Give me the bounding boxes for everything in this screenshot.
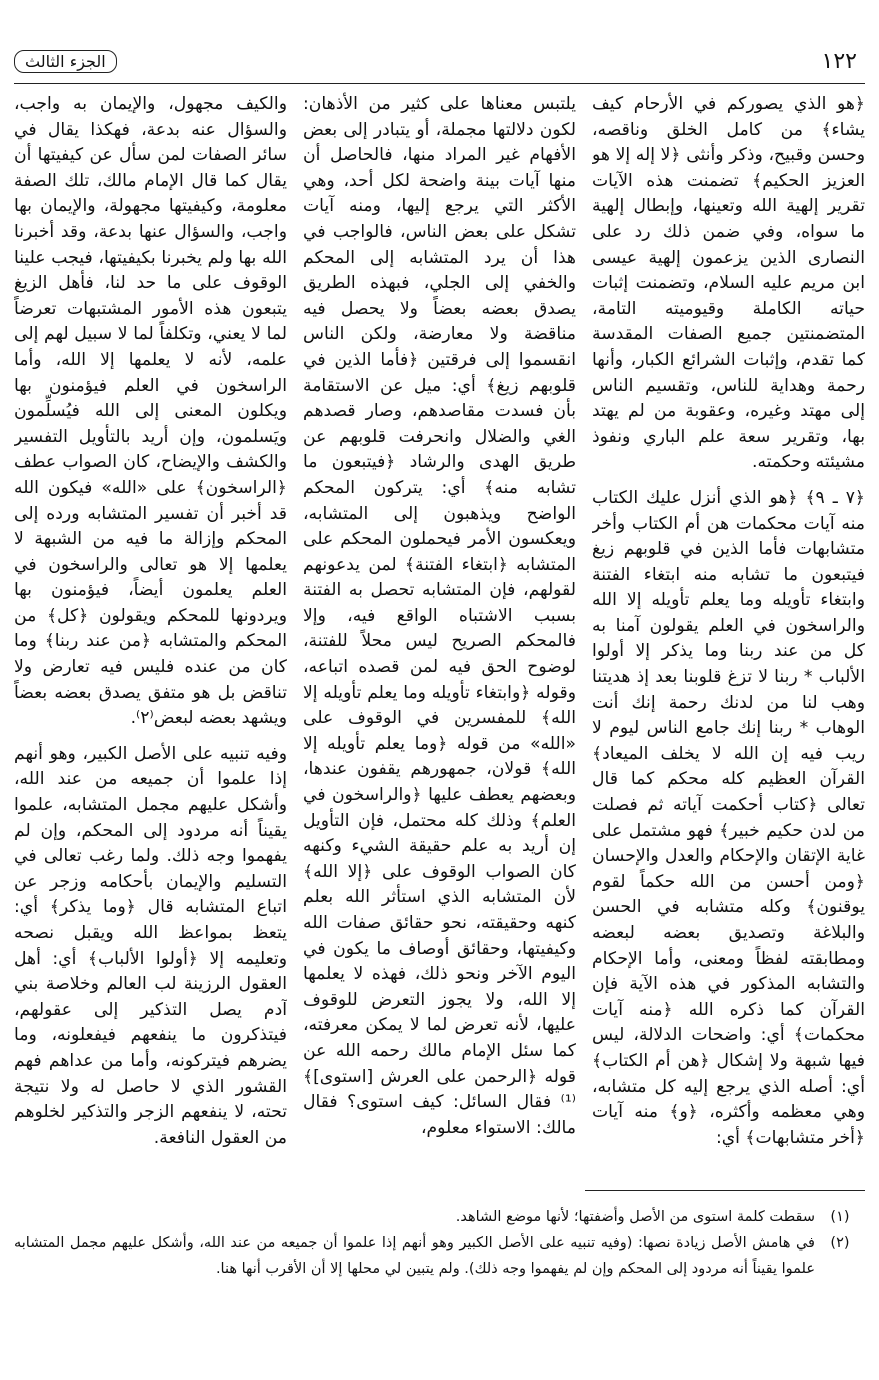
- text-columns: [14, 92, 865, 1180]
- column-middle: [303, 92, 576, 1180]
- paragraph: يلتبس معناها على كثير من الأذهان: لكون دلالتها مجملة، أو يتبادر إلى بعض الأفهام غير المراد منها، فالحاصل أن منها آيات بينة واضحة لكل أحد، وهي الأكثر التي يرجع إليها، ومنه آيات تشكل على بعض الناس، فالواجب في هذا أن يرد المتشابه إلى المحكم والخفي إلى الجلي، فبهذه الطريق يصدق بعضه بعضاً ولا يحصل فيه مناقضة ولا معارضة، ولكن الناس انقسموا إلى فرقتين ﴿فأما الذين في قلوبهم زيغ﴾ أي: ميل عن الاستقامة بأن فسدت مقاصدهم، وصار قصدهم الغي والضلال وانحرفت قلوبهم عن طريق الهدى والرشاد ﴿فيتبعون ما تشابه منه﴾ أي: يتركون المحكم الواضح ويذهبون إلى المتشابه، ويعكسون الأمر فيحملون المحكم على المتشابه ﴿ابتغاء الفتنة﴾ لمن يدعونهم لقولهم، فإن المتشابه تحصل به الفتنة بسبب الاشتباه الواقع فيه، وإلا فالمحكم الصريح ليس محلاً للفتنة، لوضوح الحق فيه لمن قصده اتباعه، وقوله ﴿وابتغاء تأويله وما يعلم تأويله إلا الله﴾ للمفسرين في الوقوف على «الله» من قوله ﴿وما يعلم تأويله إلا الله﴾ قولان، جمهورهم يقفون عندها، وبعضهم يعطف عليها ﴿والراسخون في العلم﴾ وذلك كله محتمل، فإن التأويل إن أريد به علم حقيقة الشيء وكنهه كان الصواب الوقوف على ﴿إلا الله﴾ لأن المتشابه الذي استأثر الله بعلم كنهه وحقيقته، نحو حقائق صفات الله وكيفيتها، وحقائق أوصاف ما يكون في اليوم الآخر ونحو ذلك، فهذه لا يعلمها إلا الله، ولا يجوز التعرض للوقوف عليها، لأنه تعرض لما لا يمكن معرفته، كما سئل الإمام مالك رحمه الله عن قوله ﴿الرحمن على العرش [استوى]﴾⁽¹⁾ فقال السائل: كيف استوى؟ فقال مالك: الاستواء معلوم،: [303, 94, 576, 1138]
- column-left: [14, 92, 287, 1180]
- paragraph: والكيف مجهول، والإيمان به واجب، والسؤال عنه بدعة، فهكذا يقال في سائر الصفات لمن سأل عن كيفيتها أن يقال كما قال الإمام مالك، تلك الصفة معلومة، وكيفيتها مجهولة، والإيمان بها واجب، والسؤال عنها بدعة، وقد أخبرنا الله بها ولم يخبرنا بكيفيتها، فيجب علينا الوقوف على ما حد لنا، فأهل الزيغ يتبعون هذه الأمور المشتبهات تعرضاً لما لا يعني، وتكلفاً لما لا سبيل لهم إلى علمه، لأنه لا يعلمها إلا الله، وأما الراسخون في العلم فيؤمنون بها ويكلون المعنى إلى الله فيُسلِّمون ويَسلمون، وإن أريد بالتأويل التفسير والكشف والإيضاح، كان الصواب عطف ﴿الراسخون﴾ على «الله» فيكون الله قد أخبر أن تفسير المتشابه ورده إلى المحكم وإزالة ما فيه من الشبهة لا يعلمها إلا هو تعالى والراسخون في العلم يعلمون أيضاً، فيؤمنون بها ويردونها للمحكم ويقولون ﴿كل﴾ من المحكم والمتشابه ﴿من عند ربنا﴾ وما كان من عنده فليس فيه تعارض ولا تناقض بل هو متفق يصدق بعضه بعضاً ويشهد بعضه لبعض⁽٢⁾.: [14, 94, 287, 729]
- part-label: الجزء الثالث: [14, 50, 117, 73]
- paragraph: وفيه تنبيه على الأصل الكبير، وهو أنهم إذا علموا أن جميعه من عند الله، وأشكل عليهم مجمل المتشابه، علموا يقيناً أنه مردود إلى المحكم، وإن لم يفهموا وجه ذلك. ولما رغب تعالى في التسليم والإيمان بأحكامه وزجر عن اتباع المتشابه قال ﴿وما يذكر﴾ أي: يتعظ بمواعظ الله ويقبل نصحه وتعليمه إلا ﴿أولوا الألباب﴾ أي: أهل العقول الرزينة لب العالم وخلاصة بني آدم يصل التذكير إلى عقولهم، فيتذكرون ما ينفعهم فيفعلونه، وما يضرهم فيتركونه، وأما من عداهم فهم القشور الذي لا حاصل له ولا نتيجة تحته، لا ينفعهم الزجر والتذكير لخلوهم من العقول النافعة.: [14, 743, 287, 1148]
- page-number: ١٢٢: [821, 48, 857, 74]
- footnote-number: (١): [830, 1209, 850, 1225]
- footnotes: [14, 1204, 865, 1282]
- header-divider: [14, 83, 865, 84]
- column-right: [592, 92, 865, 1180]
- footnote: [14, 1204, 865, 1230]
- footnote-divider: [585, 1190, 865, 1191]
- page-header: [14, 44, 865, 78]
- footnote: [14, 1230, 865, 1282]
- paragraph: ﴿هو الذي يصوركم في الأرحام كيف يشاء﴾ من كامل الخلق وناقصه، وحسن وقبيح، وذكر وأنثى ﴿لا إله إلا هو العزيز الحكيم﴾ تضمنت هذه الآيات تقرير إلهية الله وتعينها، وإبطال إلهية ما سواه، وفي ضمن ذلك رد على النصارى الذين يزعمون إلهية عيسى ابن مريم عليه السلام، وتضمنت إثبات حياته الكاملة وقيوميته التامة، المتضمنتين جميع الصفات المقدسة كما تقدم، وإثبات الشرائع الكبار، وأنها رحمة وهداية للناس، وتقسيم الناس إلى مهتد وغيره، وعقوبة من لم يهتد بها، وتقرير سعة علم الباري ونفوذ مشيئته وحكمته.: [592, 94, 865, 473]
- paragraph: ﴿٧ ـ ٩﴾ ﴿هو الذي أنزل عليك الكتاب منه آيات محكمات هن أم الكتاب وأخر متشابهات فأما الذين في قلوبهم زيغ فيتبعون ما تشابه منه ابتغاء الفتنة وابتغاء تأويله وما يعلم تأويله إلا الله والراسخون في العلم يقولون آمنا به كل من عند ربنا وما يذكر إلا أولوا الألباب * ربنا لا تزغ قلوبنا بعد إذ هديتنا وهب لنا من لدنك رحمة إنك أنت الوهاب * ربنا إنك جامع الناس ليوم لا ريب فيه إن الله لا يخلف الميعاد﴾ القرآن العظيم كله محكم كما قال تعالى ﴿كتاب أحكمت آياته ثم فصلت من لدن حكيم خبير﴾ فهو مشتمل على غاية الإتقان والإحكام والعدل والإحسان ﴿ومن أحسن من الله حكماً لقوم يوقنون﴾ وكله متشابه في الحسن والبلاغة وتصديق بعضه لبعضه ومطابقته لفظاً ومعنى، وأما الإحكام والتشابه المذكور في هذه الآية فإن القرآن كما ذكره الله ﴿منه آيات محكمات﴾ أي: واضحات الدلالة، ليس فيها شبهة ولا إشكال ﴿هن أم الكتاب﴾ أي: أصله الذي يرجع إليه كل متشابه، وهي معظمه وأكثره، ﴿و﴾ منه آيات ﴿أخر متشابهات﴾ أي:: [592, 487, 865, 1148]
- footnote-text: سقطت كلمة استوى من الأصل وأضفتها؛ لأنها موضع الشاهد.: [455, 1209, 815, 1225]
- footnote-text: في هامش الأصل زيادة نصها: (وفيه تنبيه على الأصل الكبير وهو أنهم إذا علموا أن جميعه من عند الله، وأشكل عليهم مجمل المتشابه علموا يقيناً أنه مردود إلى المحكم وإن لم يفهموا وجه ذلك). ولم يتبين لي محلها إلا أن الأقرب أنها هنا.: [14, 1235, 815, 1277]
- footnote-number: (٢): [830, 1235, 850, 1251]
